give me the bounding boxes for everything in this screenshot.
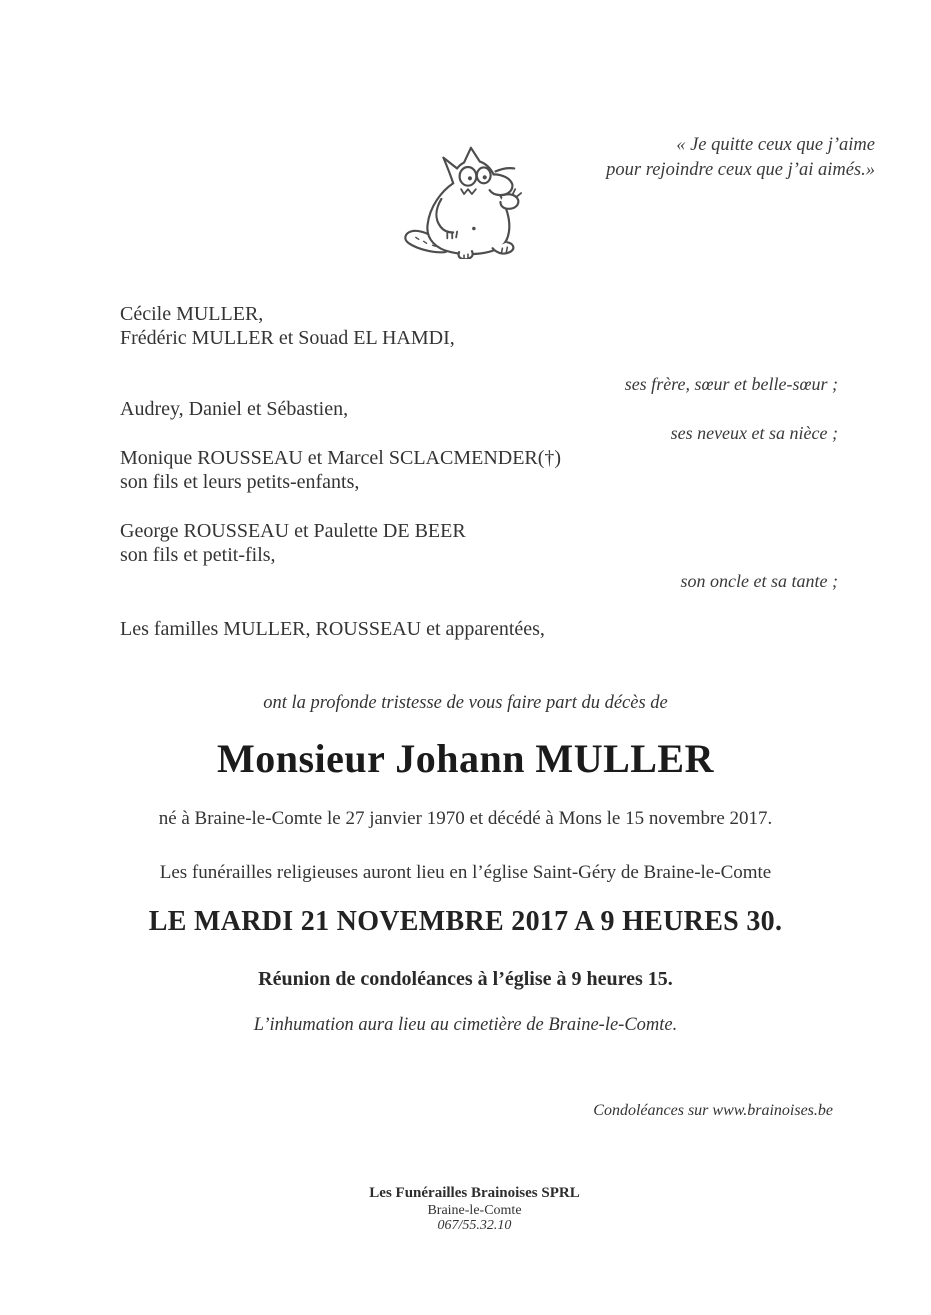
- ceremony-datetime: LE MARDI 21 NOVEMBRE 2017 A 9 HEURES 30.: [148, 906, 783, 937]
- family-group2-line1: Audrey, Daniel et Sébastien,: [120, 398, 349, 420]
- family-relation-uncle-aunt: son oncle et sa tante ;: [680, 571, 838, 591]
- funeral-home-city: Braine-le-Comte: [427, 1203, 522, 1218]
- family-group3-line2: son fils et leurs petits-enfants,: [120, 471, 360, 493]
- funeral-home-phone: 067/55.32.10: [437, 1218, 512, 1233]
- family-group1-line1: Cécile MULLER,: [120, 303, 264, 325]
- opening-quote: [606, 133, 875, 183]
- deceased-name: Monsieur Johann MULLER: [216, 736, 714, 781]
- quote-line-1: « Je quitte ceux que j’aime: [676, 135, 875, 155]
- family-group3-line1: Monique ROUSSEAU et Marcel SCLACMENDER(†): [120, 447, 562, 469]
- life-dates: né à Braine-le-Comte le 27 janvier 1970 et décédé à Mons le 15 novembre 2017.: [158, 808, 773, 829]
- announcement-intro: ont la profonde tristesse de vous faire part du décès de: [263, 693, 668, 713]
- family-families-line: Les familles MULLER, ROUSSEAU et apparentées,: [120, 618, 545, 640]
- family-group4-line2: son fils et petit-fils,: [120, 544, 276, 566]
- funeral-home-name: Les Funérailles Brainoises SPRL: [369, 1185, 580, 1201]
- cat-illustration: [402, 137, 530, 259]
- family-relation-siblings: ses frère, sœur et belle-sœur ;: [624, 374, 838, 394]
- family-relation-nephews: ses neveux et sa nièce ;: [670, 423, 838, 443]
- condolence-meeting: Réunion de condoléances à l’église à 9 heures 15.: [258, 968, 673, 990]
- ceremony-info: Les funérailles religieuses auront lieu en l’église Saint-Géry de Braine-le-Comte: [159, 862, 772, 883]
- family-group1-line2: Frédéric MULLER et Souad EL HAMDI,: [120, 327, 455, 349]
- burial-info: L’inhumation aura lieu au cimetière de Braine-le-Comte.: [253, 1015, 678, 1035]
- quote-line-2: pour rejoindre ceux que j’ai aimés.»: [606, 160, 875, 180]
- online-condolences: Condoléances sur www.brainoises.be: [593, 1102, 833, 1119]
- cat-icon: [402, 137, 530, 259]
- family-group4-line1: George ROUSSEAU et Paulette DE BEER: [120, 520, 466, 542]
